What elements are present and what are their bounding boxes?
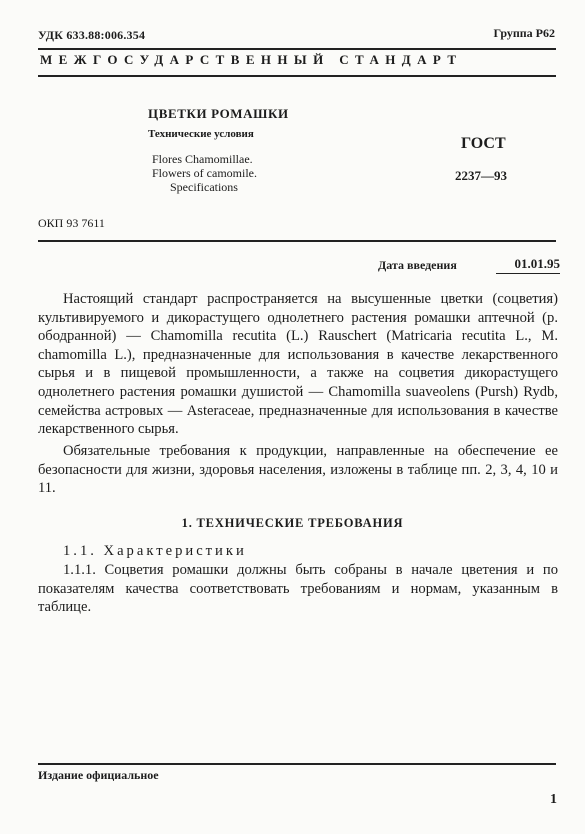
title-translations — [152, 152, 257, 194]
english-subtitle: Specifications — [170, 180, 238, 194]
footer-rule — [38, 763, 556, 765]
latin-title: Flores Chamomillae. — [152, 152, 253, 166]
introduction-date-label: Дата введения — [378, 258, 457, 272]
top-rule — [38, 48, 556, 50]
subsection-title: 1.1. Характеристики — [63, 543, 247, 559]
introduction-date: 01.01.95 — [496, 256, 560, 274]
page-number: 1 — [550, 792, 557, 807]
banner-rule — [38, 75, 556, 77]
okp-code: ОКП 93 7611 — [38, 216, 105, 230]
gost-number: 2237—93 — [455, 168, 507, 183]
clause-1-1-1: 1.1.1. Соцветия ромашки должны быть собраны в начале цветения и по показателям качества соответствовать требованиям и нормам, указанным в таблице. — [38, 562, 558, 616]
requirements-paragraph: Обязательные требования к продукции, направленные на обеспечение ее безопасности для жизни, здоровья населения, изложены в таблице пп. 2, 3, 4, 10 и 11. — [38, 443, 558, 497]
scope-paragraph: Настоящий стандарт распространяется на высушенные цветки (соцветия) культивируемого и дикорастущего однолетнего растения ромашки аптечной (р. ободранной) — Chamomilla recutita (L.) Rauschert (Matricaria recutita L., M. chamomilla L.), предназначенные для использования в качестве лекарственного сырья и в пищевой промышленности, а также на соцветия дикорастущего однолетнего растения ромашки душистой — Chamomilla suaveolens (Pursh) Rydb, семейства астровых — Asteraceae, предназначенные для использования в качестве лекарственного сырья. — [38, 291, 558, 438]
edition-note: Издание официальное — [38, 768, 159, 782]
gost-label: ГОСТ — [461, 135, 506, 152]
group-code: Группа Р62 — [493, 26, 555, 40]
english-title: Flowers of camomile. — [152, 166, 257, 180]
document-subtitle: Технические условия — [148, 128, 254, 140]
udk-code: УДК 633.88:006.354 — [38, 28, 146, 42]
header-rule — [38, 240, 556, 242]
document-title: ЦВЕТКИ РОМАШКИ — [148, 106, 289, 121]
section-title: 1. ТЕХНИЧЕСКИЕ ТРЕБОВАНИЯ — [181, 516, 404, 530]
standard-type-banner: МЕЖГОСУДАРСТВЕННЫЙ СТАНДАРТ — [40, 52, 463, 67]
